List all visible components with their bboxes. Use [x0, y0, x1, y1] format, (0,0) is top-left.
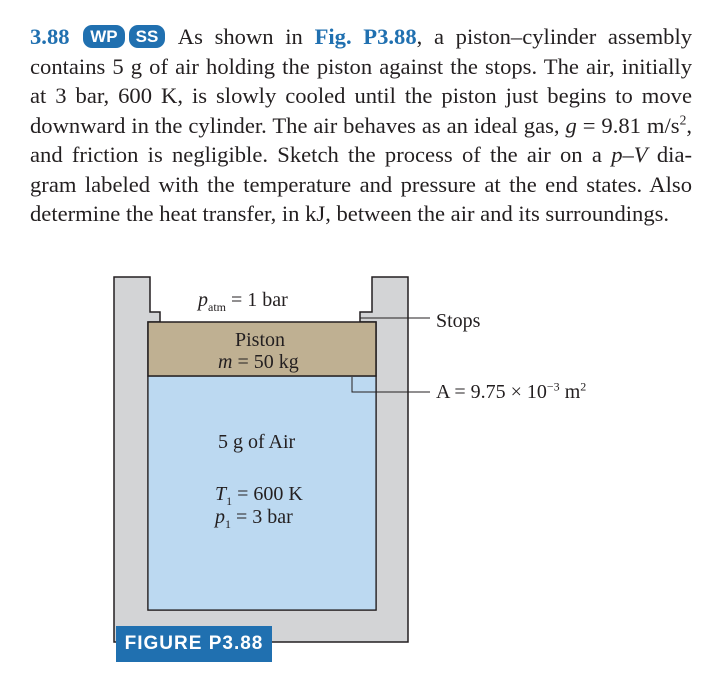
gravity-exponent: 2: [679, 111, 687, 127]
stops-label: Stops: [436, 310, 481, 332]
problem-line-2: contains 5 g of air holding the piston against the stops. The air, initially: [30, 53, 692, 79]
line4-a: downward in the cylinder. The air behaves as an ideal gas,: [30, 112, 560, 138]
line5-a: and friction is negligible. Sketch the process of the air on a: [30, 142, 602, 167]
problem-number: 3.88: [30, 24, 70, 49]
pv-symbol: p–V: [611, 142, 648, 167]
wp-badge: WP: [83, 25, 124, 48]
piston-area-label: $A = 9.75 \times 10^{-3}$ $m^2$: [436, 379, 587, 403]
line5-b: dia-: [647, 142, 692, 167]
line1-text: As shown in: [177, 24, 303, 49]
problem-line-3: at 3 bar, 600 K, is slowly cooled until the piston just begins to move: [30, 83, 692, 108]
figure-caption: FIGURE P3.88: [116, 626, 272, 662]
piston-title-label: Piston: [235, 329, 286, 351]
atmospheric-pressure-label: $p_{atm} = 1$ bar: [198, 289, 288, 314]
problem-line-7: determine the heat transfer, in kJ, between the air and its surroundings.: [30, 201, 670, 226]
piston-mass-label: m = 50 kg: [218, 351, 299, 373]
ss-badge: SS: [129, 25, 166, 48]
line1-tail: , a piston–cylinder assembly: [416, 24, 693, 49]
figure-reference: Fig. P3.88: [314, 24, 417, 49]
problem-line-6: gram labeled with the temperature and pressure at the end states. Also: [30, 171, 692, 197]
initial-pressure-label: $p_1 = 3$ bar: [215, 506, 293, 531]
initial-temperature-label: $T_1 = 600$ K: [215, 483, 303, 508]
gravity-symbol: g: [565, 112, 577, 138]
gravity-value: = 9.81 m/s: [576, 112, 680, 138]
line4-c: ,: [686, 112, 692, 138]
air-mass-label: 5 g of Air: [218, 431, 296, 453]
